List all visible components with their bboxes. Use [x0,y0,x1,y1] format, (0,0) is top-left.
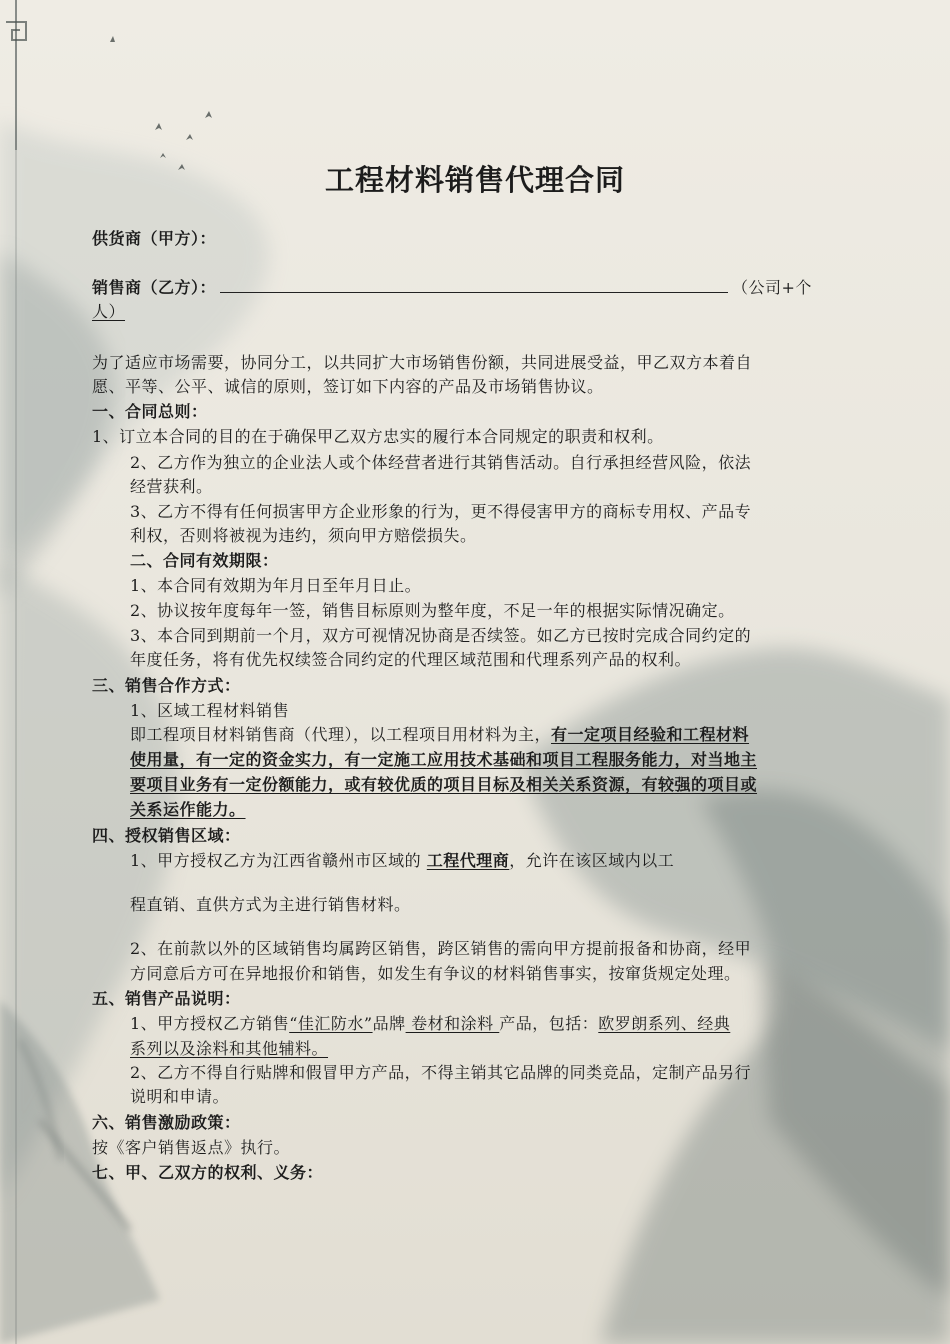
section-2-line: 1、本合同有效期为年月日至年月日止。 [130,576,422,595]
section-4-line: 方同意后方可在异地报价和销售，如发生有争议的材料销售事实，按窜货规定处理。 [130,964,741,983]
section-5-text: 品牌 [372,1014,406,1033]
section-2-heading: 二、合同有效期限： [130,551,279,570]
seller-label: 销售商（乙方）： [92,278,217,297]
section-1-line: 3、乙方不得有任何损害甲方企业形象的行为，更不得侵害甲方的商标专用权、产品专 [130,502,752,521]
section-4-line [130,849,674,873]
seller-suffix-continued: 人） [92,302,126,321]
section-4-line: 程直销、直供方式为主进行销售材料。 [130,895,411,914]
section-1-line: 1、订立本合同的目的在于确保甲乙双方忠实的履行本合同规定的职责和权利。 [92,427,664,446]
section-1-line: 2、乙方作为独立的企业法人或个体经营者进行其销售活动。自行承担经营风险，依法 [130,453,752,472]
section-5-text: 1、甲方授权乙方销售 [130,1014,290,1033]
product-name: 卷材和涂料 [405,1014,500,1033]
section-5-line: 2、乙方不得自行贴牌和假冒甲方产品，不得主销其它品牌的同类竞品，定制产品另行 [130,1063,752,1082]
section-4-line: 2、在前款以外的区域销售均属跨区销售，跨区销售的需向甲方提前报备和协商，经甲 [130,939,752,958]
product-series: 系列以及涂料和其他辅料。 [130,1039,329,1058]
intro-line-1: 为了适应市场需要，协同分工，以共同扩大市场销售份额，共同进展受益，甲乙双方本着自 [92,353,753,372]
section-3-text: 即工程项目材料销售商（代理），以工程项目用材料为主， [130,725,552,744]
product-series: 欧罗朗系列、经典 [598,1014,731,1033]
seller-blank-line [220,277,728,293]
seller-line [92,276,812,300]
section-3-heading: 三、销售合作方式： [92,676,241,695]
section-1-line: 经营获利。 [130,477,213,496]
section-3-emphasis: 要项目业务有一定份额能力，或有较优质的项目目标及相关关系资源，有较强的项目或 [130,775,758,794]
section-3-item: 1、区域工程材料销售 [130,701,290,720]
section-7-heading: 七、甲、乙双方的权利、义务： [92,1163,324,1182]
agent-type: 工程代理商 [426,851,510,870]
section-6-heading: 六、销售激励政策： [92,1113,241,1132]
document-title: 工程材料销售代理合同 [324,163,625,197]
section-5-text: 产品，包括： [499,1014,599,1033]
section-1-heading: 一、合同总则： [92,402,208,421]
section-3-emphasis: 有一定项目经验和工程材料 [551,725,750,744]
section-4-heading: 四、授权销售区域： [92,826,241,845]
section-3-emphasis: 使用量，有一定的资金实力，有一定施工应用技术基础和项目工程服务能力，对当地主 [130,750,758,769]
section-2-line: 3、本合同到期前一个月，双方可视情况协商是否续签。如乙方已按时完成合同约定的 [130,626,752,645]
brand-name: “佳汇防水” [289,1014,373,1033]
section-4-text: ，允许在该区域内以工 [509,851,675,870]
section-6-line: 按《客户销售返点》执行。 [92,1138,291,1157]
section-5-line [130,1012,730,1036]
section-2-line: 年度任务，将有优先权续签合同约定的代理区域范围和代理系列产品的权利。 [130,650,692,669]
section-4-text: 1、甲方授权乙方为江西省赣州市区域的 [130,851,427,870]
supplier-label: 供货商（甲方）： [92,229,217,248]
section-5-heading: 五、销售产品说明： [92,989,241,1008]
section-3-emphasis: 关系运作能力。 [130,800,246,819]
intro-line-2: 愿、平等、公平、诚信的原则，签订如下内容的产品及市场销售协议。 [92,377,604,396]
section-1-line: 利权，否则将被视为违约，须向甲方赔偿损失。 [130,526,477,545]
section-2-line: 2、协议按年度每年一签，销售目标原则为整年度，不足一年的根据实际情况确定。 [130,601,735,620]
seller-suffix: （公司+个 [732,278,812,297]
section-5-line: 说明和申请。 [130,1087,230,1106]
section-3-line [130,723,749,747]
